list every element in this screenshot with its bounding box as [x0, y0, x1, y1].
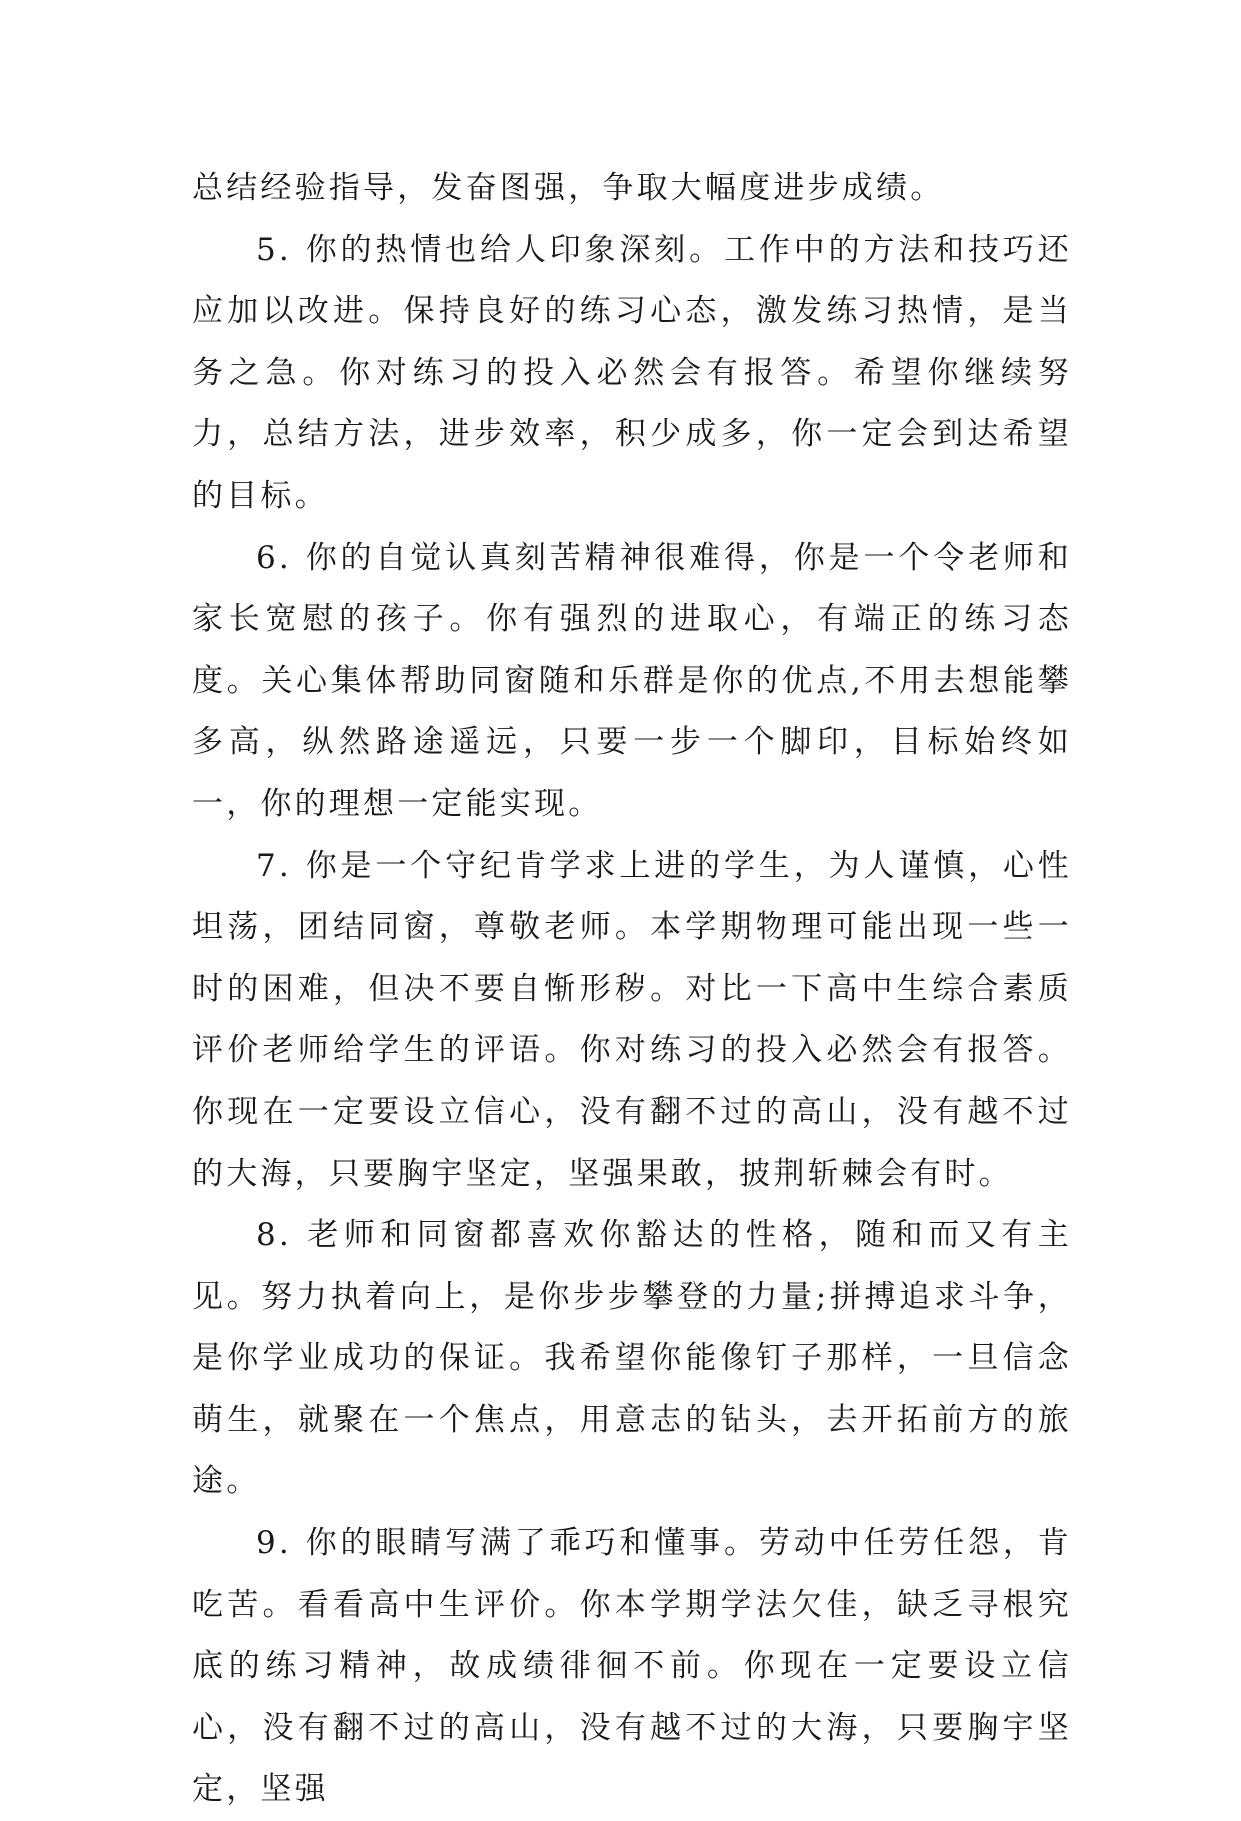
paragraph-item-5: 5. 你的热情也给人印象深刻。工作中的方法和技巧还应加以改进。保持良好的练习心态，激发练习热情，是当务之急。你对练习的投入必然会有报答。希望你继续努力，总结方法，进步效率，积少成多，你一定会到达希望的目标。	[192, 231, 1072, 514]
paragraph-continuation: 总结经验指导，发奋图强，争取大幅度进步成绩。	[192, 170, 945, 206]
paragraph-item-7: 7. 你是一个守纪肯学求上进的学生，为人谨慎，心性坦荡，团结同窗，尊敬老师。本学期物理可能出现一些一时的困难，但决不要自惭形秽。对比一下高中生综合素质评价老师给学生的评语。你对练习的投入必然会有报答。你现在一定要设立信心，没有翻不过的高山，没有越不过的大海，只要胸宇坚定，坚强果敢，披荆斩棘会有时。	[192, 847, 1072, 1192]
paragraph-item-9: 9. 你的眼睛写满了乖巧和懂事。劳动中任劳任怨，肯吃苦。看看高中生评价。你本学期学法欠佳，缺乏寻根究底的练习精神，故成绩徘徊不前。你现在一定要设立信心，没有翻不过的高山，没有越不过的大海，只要胸宇坚定，坚强	[192, 1525, 1072, 1808]
document-body	[192, 158, 1072, 1821]
paragraph-item-8: 8. 老师和同窗都喜欢你豁达的性格，随和而又有主见。努力执着向上，是你步步攀登的力量;拼搏追求斗争，是你学业成功的保证。我希望你能像钉子那样，一旦信念萌生，就聚在一个焦点，用意志的钻头，去开拓前方的旅途。	[192, 1217, 1072, 1500]
paragraph-item-6: 6. 你的自觉认真刻苦精神很难得，你是一个令老师和家长宽慰的孩子。你有强烈的进取心，有端正的练习态度。关心集体帮助同窗随和乐群是你的优点,不用去想能攀多高，纵然路途遥远，只要一步一个脚印，目标始终如一，你的理想一定能实现。	[192, 539, 1072, 822]
